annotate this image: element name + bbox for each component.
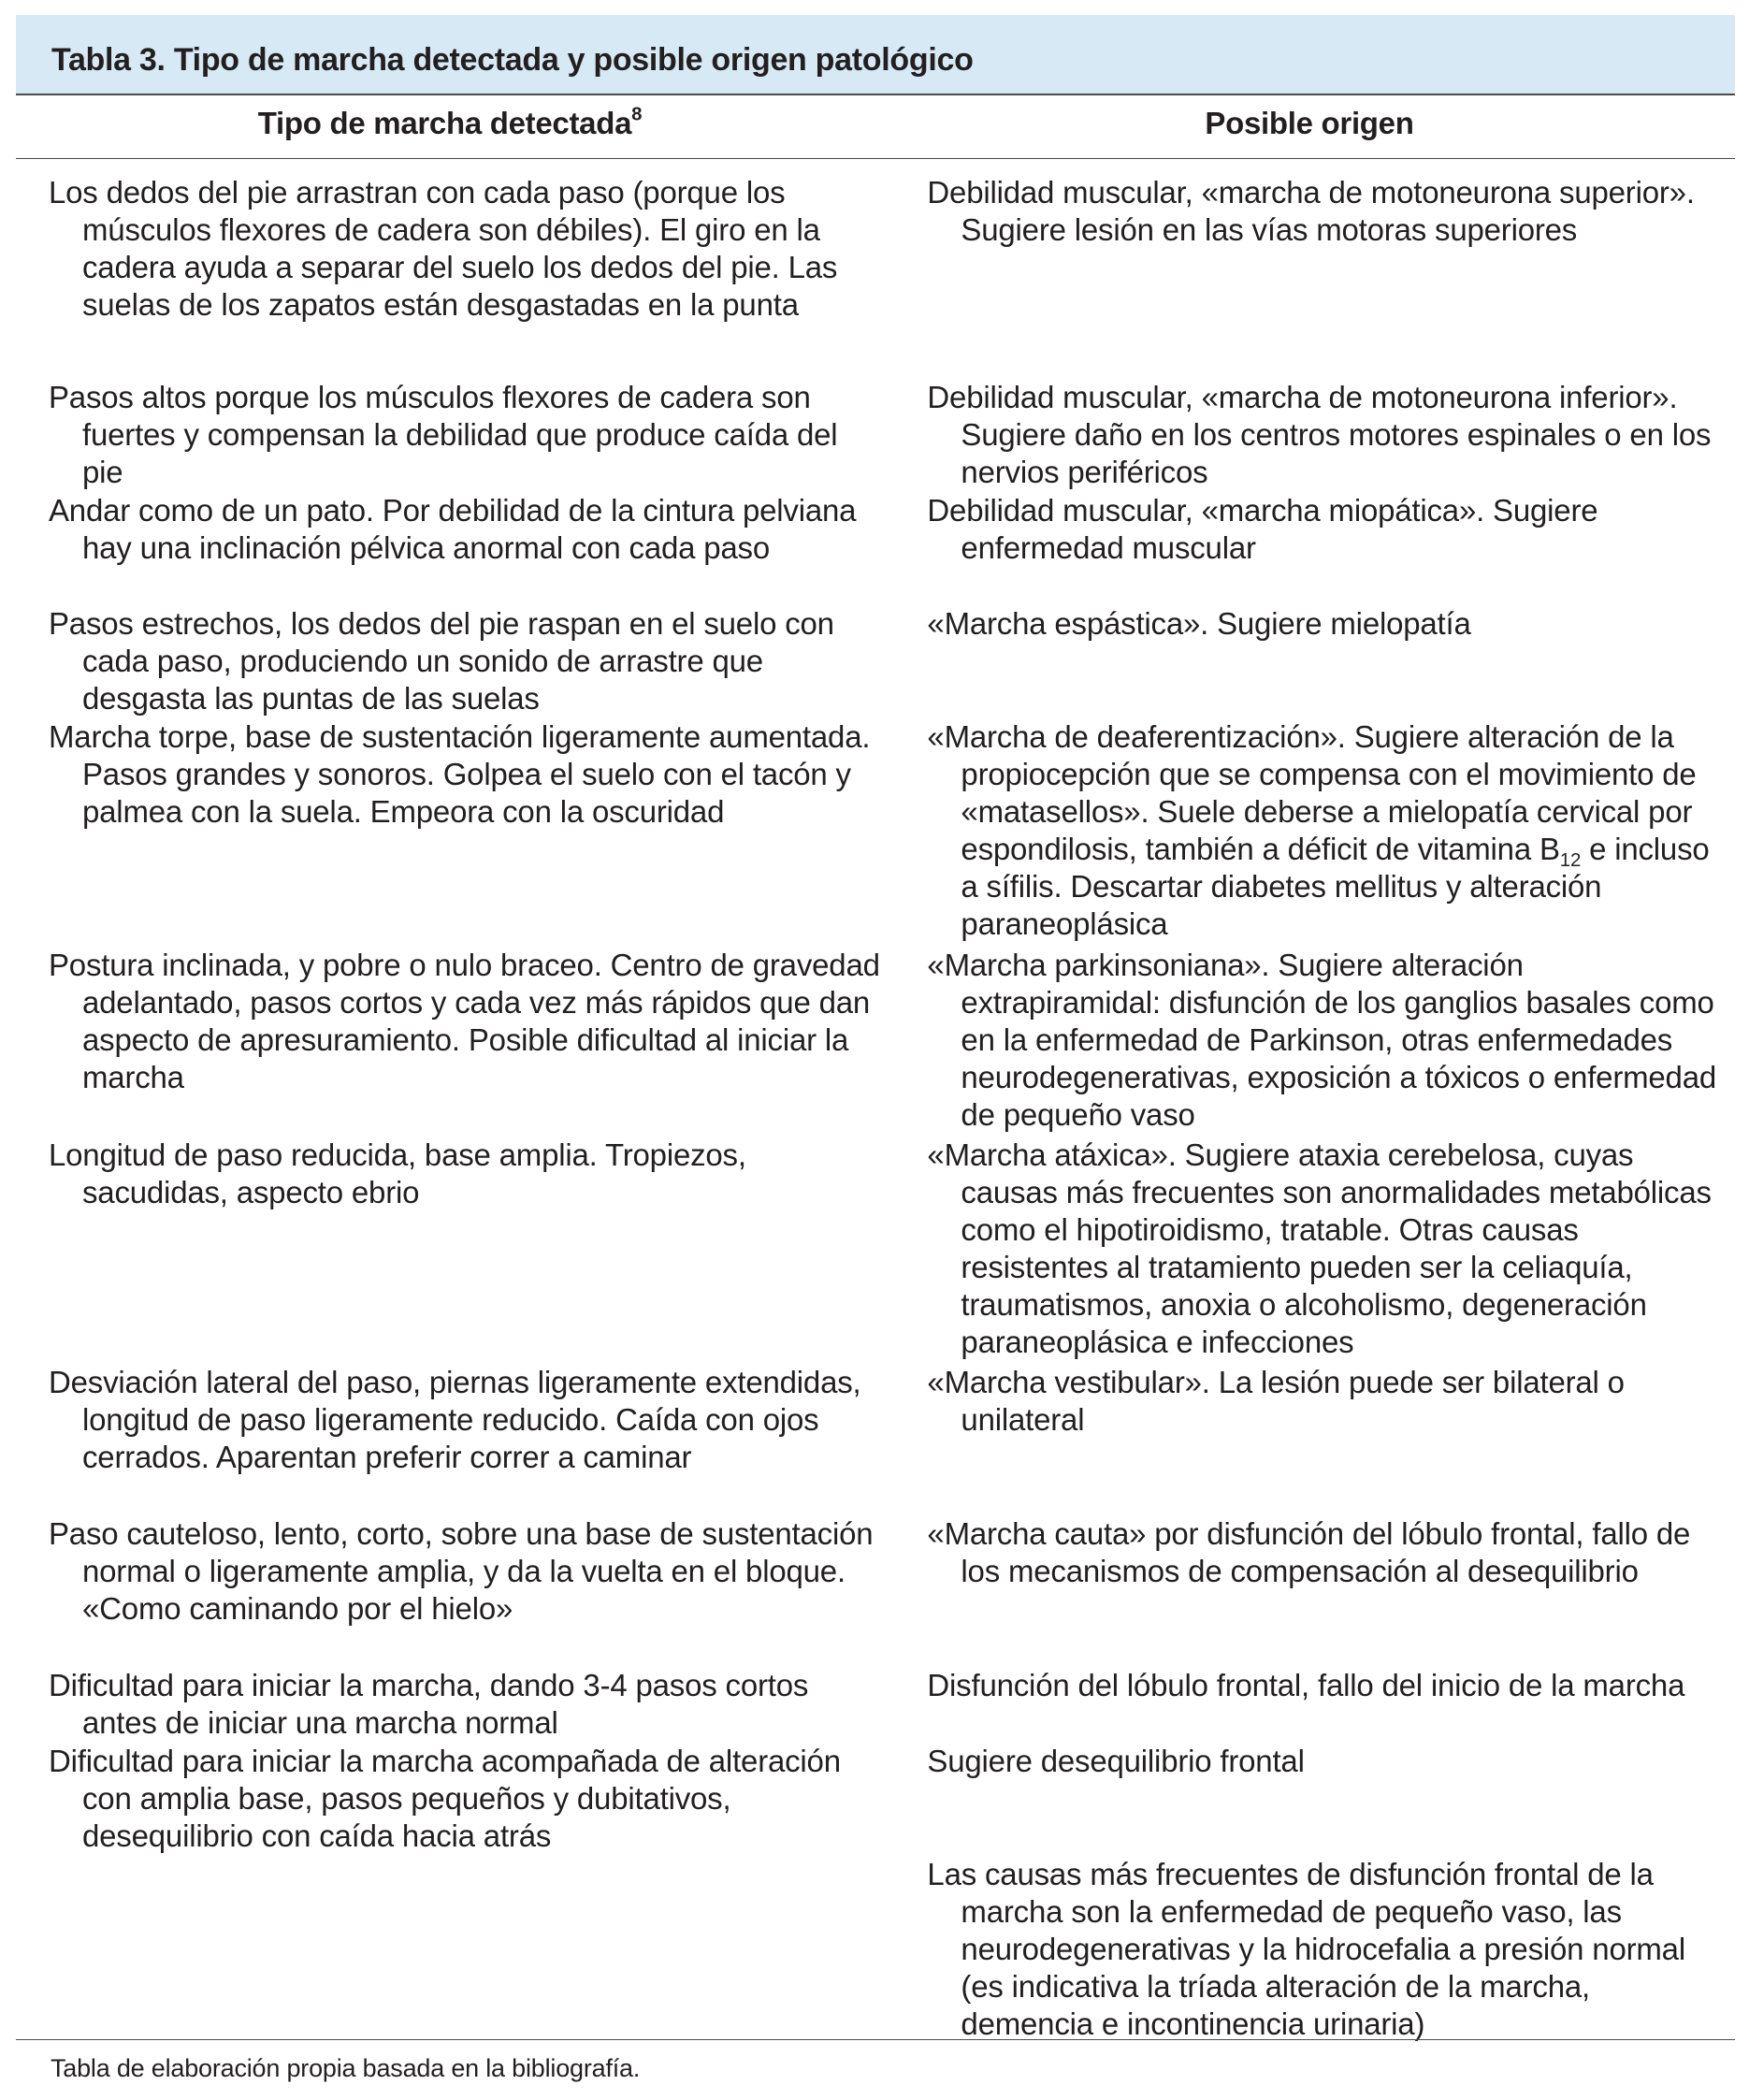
possible-origin-cell: «Marcha vestibular». La lesión puede ser bilateral o unilateral	[927, 1365, 1625, 1437]
possible-origin-cell: Debilidad muscular, «marcha de motoneurona superior». Sugiere lesión en las vías motoras superiores	[927, 175, 1695, 247]
possible-origin-cell: «Marcha espástica». Sugiere mielopatía	[927, 606, 1471, 641]
gait-type-cell: Postura inclinada, y pobre o nulo braceo. Centro de gravedad adelantado, pasos cortos y cada vez más rápidos que dan aspecto de apresuramiento. Posible dificultad al iniciar la marcha	[49, 948, 880, 1094]
possible-origin-cell: Debilidad muscular, «marcha de motoneurona inferior». Sugiere daño en los centros motores espinales o en los nervios periféricos	[927, 380, 1712, 489]
table-footnote: Tabla de elaboración propia basada en la bibliografía.	[51, 2054, 641, 2082]
gait-type-cell: Paso cauteloso, lento, corto, sobre una base de sustentación normal o ligeramente amplia, y da la vuelta en el bloque. «Como caminando por el hielo»	[49, 1516, 874, 1626]
possible-origin-cell: Debilidad muscular, «marcha miopática». Sugiere enfermedad muscular	[927, 493, 1598, 565]
table-body	[16, 159, 1735, 2046]
possible-origin-cell: «Marcha parkinsoniana». Sugiere alteración extrapiramidal: disfunción de los ganglios basales como en la enfermedad de Parkinson, otras enfermedades neurodegenerativas, exposición a tóxicos o enfermedad de pequeño vaso	[927, 948, 1717, 1132]
gait-type-cell: Longitud de paso reducida, base amplia. Tropiezos, sacudidas, aspecto ebrio	[49, 1137, 746, 1209]
possible-origin-cell: «Marcha atáxica». Sugiere ataxia cerebelosa, cuyas causas más frecuentes son anormalidades metabólicas como el hipotiroidismo, tratable. Otras causas resistentes al tratamiento pueden ser la celiaquía, traumatismos, anoxia o alcoholismo, degeneración paraneoplásica e infecciones	[927, 1137, 1712, 1359]
table-row	[16, 947, 1735, 1137]
gait-type-cell: Dificultad para iniciar la marcha acompañada de alteración con amplia base, pasos pequeños y dubitativos, desequilibrio con caída hacia atrás	[49, 1744, 841, 1853]
possible-origin-cell: Las causas más frecuentes de disfunción frontal de la marcha son la enfermedad de pequeño vaso, las neurodegenerativas y la hidrocefalia a presión normal (es indicativa la tríada alteración de la marcha, demencia e incontinencia urinaria)	[927, 1857, 1685, 2041]
gait-type-cell: Pasos altos porque los músculos flexores de cadera son fuertes y compensan la debilidad que produce caída del pie	[49, 380, 838, 489]
table-row	[16, 492, 1735, 605]
column-header-row	[16, 95, 1735, 159]
possible-origin-text-a: «Marcha de deaferentización». Sugiere alteración de la propiocepción que se compensa con el movimiento de «matasellos». Suele deberse a mielopatía cervical por espondilosis, también a déficit de vitamina B	[927, 719, 1697, 866]
table-row	[16, 379, 1735, 492]
possible-origin-cell: Sugiere desequilibrio frontal	[927, 1744, 1305, 1778]
possible-origin-text-b: e incluso a sífilis. Descartar diabetes mellitus y alteración paraneoplásica	[961, 832, 1710, 941]
table-row	[16, 1515, 1735, 1667]
gait-type-cell: Los dedos del pie arrastran con cada paso (porque los músculos flexores de cadera son débiles). El giro en la cadera ayuda a separar del suelo los dedos del pie. Las suelas de los zapatos están desgastadas en la punta	[49, 175, 838, 322]
possible-origin-cell: Disfunción del lóbulo frontal, fallo del inicio de la marcha	[927, 1668, 1685, 1702]
gait-type-cell: Dificultad para iniciar la marcha, dando 3-4 pasos cortos antes de iniciar una marcha normal	[49, 1668, 809, 1740]
table-row	[16, 1137, 1735, 1364]
table-row	[16, 718, 1735, 947]
table-title: Tabla 3. Tipo de marcha detectada y posible origen patológico	[51, 41, 974, 78]
column-header-gait-type	[16, 103, 884, 141]
gait-type-cell: Marcha torpe, base de sustentación ligeramente aumentada. Pasos grandes y sonoros. Golpea el suelo con el tacón y palmea con la suela. Empeora con la oscuridad	[49, 719, 871, 829]
table-bottom-rule	[16, 2039, 1735, 2040]
table-row	[16, 1856, 1735, 2046]
table-title-bar	[16, 15, 1735, 95]
column-header-gait-type-label: Tipo de marcha detectada	[257, 105, 632, 140]
table-row	[16, 1667, 1735, 1743]
possible-origin-cell: «Marcha cauta» por disfunción del lóbulo frontal, fallo de los mecanismos de compensación al desequilibrio	[927, 1516, 1691, 1588]
vitamin-subscript: 12	[1559, 849, 1582, 872]
table-row	[16, 1743, 1735, 1856]
reference-superscript: 8	[631, 103, 643, 125]
table-row	[16, 605, 1735, 718]
column-header-possible-origin: Posible origen	[1205, 105, 1414, 140]
gait-type-cell: Andar como de un pato. Por debilidad de la cintura pelviana hay una inclinación pélvica anormal con cada paso	[49, 493, 857, 565]
gait-type-cell: Pasos estrechos, los dedos del pie raspan en el suelo con cada paso, produciendo un sonido de arrastre que desgasta las puntas de las suelas	[49, 606, 834, 716]
gait-type-cell	[16, 1856, 889, 2046]
table-row	[16, 174, 1735, 379]
possible-origin-cell	[896, 718, 1735, 947]
table-row	[16, 1364, 1735, 1515]
gait-type-cell: Desviación lateral del paso, piernas ligeramente extendidas, longitud de paso ligeramente reducido. Caída con ojos cerrados. Aparentan preferir correr a caminar	[49, 1365, 861, 1474]
gait-table	[16, 15, 1735, 2046]
